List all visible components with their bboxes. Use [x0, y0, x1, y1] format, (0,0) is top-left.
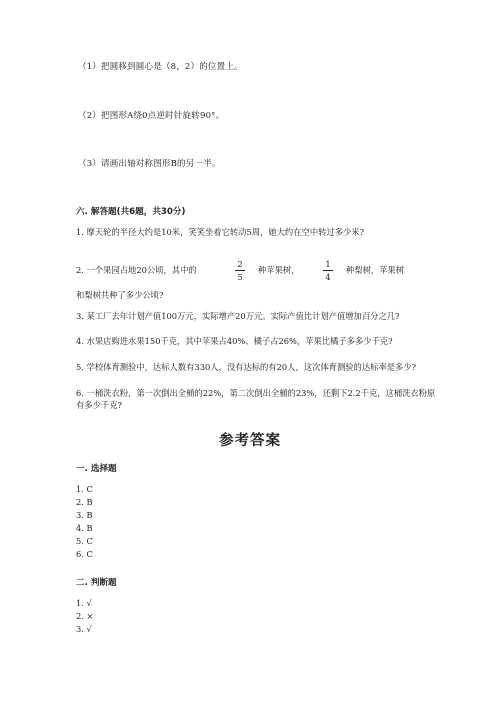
question-2-text-a: 2. 一个果园占地20公顷，其中的 [76, 265, 197, 275]
fraction-two-fifths [235, 259, 245, 282]
subquestion-2: （2）把图形A绕0点逆时针旋转90°。 [78, 111, 225, 121]
fraction-denominator: 4 [325, 272, 331, 282]
fraction-bar [235, 270, 245, 271]
fraction-numerator: 2 [237, 259, 243, 269]
question-1: 1. 摩天轮的半径大约是10米，笑笑坐着它转动5周，她大约在空中转过多少米? [76, 227, 365, 237]
choice-answer-3: 3. B [76, 510, 93, 520]
question-4: 4. 水果店购进水果150千克，其中苹果占40%、橘子占26%，苹果比橘子多多少千克? [76, 336, 393, 346]
judge-answer-1: 1. √ [76, 598, 92, 608]
choice-answer-6: 6. C [76, 549, 93, 559]
subquestion-3: （3）请画出轴对称图形B的另一半。 [78, 159, 221, 169]
subquestion-1: （1）把圆移到圆心是（8，2）的位置上。 [78, 62, 243, 72]
fraction-bar [323, 270, 333, 271]
judge-answer-3: 3. √ [76, 624, 92, 634]
fraction-one-quarter [323, 259, 333, 282]
judge-answer-2: 2. × [76, 611, 94, 621]
fraction-numerator: 1 [325, 259, 331, 269]
choice-answer-4: 4. B [76, 523, 93, 533]
choice-answer-1: 1. C [76, 484, 93, 494]
choice-answer-2: 2. B [76, 497, 93, 507]
choice-answer-5: 5. C [76, 536, 93, 546]
question-2-text-line2: 和梨树共种了多少公顷? [76, 290, 164, 300]
judge-section-heading: 二. 判断题 [76, 578, 117, 588]
question-6: 6. 一桶洗衣粉，第一次倒出全桶的22%，第二次倒出全桶的23%，还剩下2.2千克，这桶洗衣粉原有多少千克? [76, 388, 436, 410]
question-2-text-c: 种梨树，苹果树 [346, 265, 405, 275]
fraction-denominator: 5 [237, 272, 243, 282]
question-2-text-b: 种苹果树， [258, 265, 300, 275]
section-heading-answer-questions: 六. 解答题(共6题，共30分) [76, 207, 186, 217]
answers-title: 参考答案 [219, 433, 281, 449]
question-3: 3. 某工厂去年计划产值100万元，实际增产20万元。实际产值比计划产值增加百分之几? [76, 311, 400, 321]
question-5: 5. 学校体育测验中，达标人数有330人，没有达标的有20人，这次体育测验的达标率是多少? [76, 362, 417, 372]
choice-section-heading: 一. 选择题 [76, 464, 117, 474]
